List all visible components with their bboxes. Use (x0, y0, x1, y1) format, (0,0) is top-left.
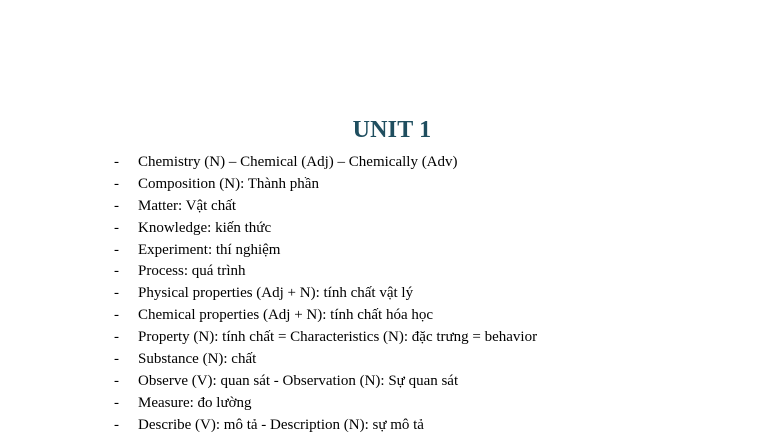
bullet-dash: - (114, 372, 119, 389)
bullet-dash: - (114, 351, 119, 368)
vocab-entry-text: Describe (V): mô tả - Description (N): sự mô tả (138, 416, 424, 433)
vocab-entry-text: Chemical properties (Adj + N): tính chất hóa học (138, 307, 434, 324)
list-item (0, 196, 784, 218)
vocab-entry-text: Composition (N): Thành phần (138, 175, 319, 192)
vocab-entry-text: Experiment: thí nghiệm (138, 241, 281, 258)
list-item (0, 327, 784, 349)
list-item (0, 218, 784, 240)
list-item (0, 349, 784, 371)
list-item (0, 261, 784, 283)
vocab-entry-text: Matter: Vật chất (138, 197, 237, 214)
bullet-dash: - (114, 416, 119, 433)
vocab-entry-text: Knowledge: kiến thức (138, 219, 272, 236)
vocabulary-list (0, 152, 784, 437)
vocab-entry-text: Physical properties (Adj + N): tính chất vật lý (138, 285, 414, 302)
bullet-dash: - (114, 394, 119, 411)
list-item (0, 415, 784, 437)
vocab-entry-text: Property (N): tính chất = Characteristics (N): đặc trưng = behavior (138, 329, 538, 346)
bullet-dash: - (114, 197, 119, 214)
bullet-dash: - (114, 263, 119, 280)
bullet-dash: - (114, 154, 119, 170)
bullet-dash: - (114, 285, 119, 302)
bullet-dash: - (114, 219, 119, 236)
vocab-entry-text: Observe (V): quan sát - Observation (N): Sự quan sát (138, 372, 459, 389)
list-item (0, 371, 784, 393)
bullet-dash: - (114, 329, 119, 346)
vocab-entry-text: Measure: đo lường (138, 394, 252, 411)
list-item (0, 152, 784, 174)
list-item (0, 283, 784, 305)
list-item (0, 305, 784, 327)
vocab-entry-text: Chemistry (N) – Chemical (Adj) – Chemically (Adv) (138, 154, 458, 170)
page-title: UNIT 1 (352, 117, 432, 143)
bullet-dash: - (114, 241, 119, 258)
vocab-entry-text: Process: quá trình (138, 263, 246, 280)
list-item (0, 240, 784, 262)
vocab-entry-text: Substance (N): chất (138, 351, 257, 368)
bullet-dash: - (114, 307, 119, 324)
bullet-dash: - (114, 175, 119, 192)
list-item (0, 393, 784, 415)
list-item (0, 174, 784, 196)
